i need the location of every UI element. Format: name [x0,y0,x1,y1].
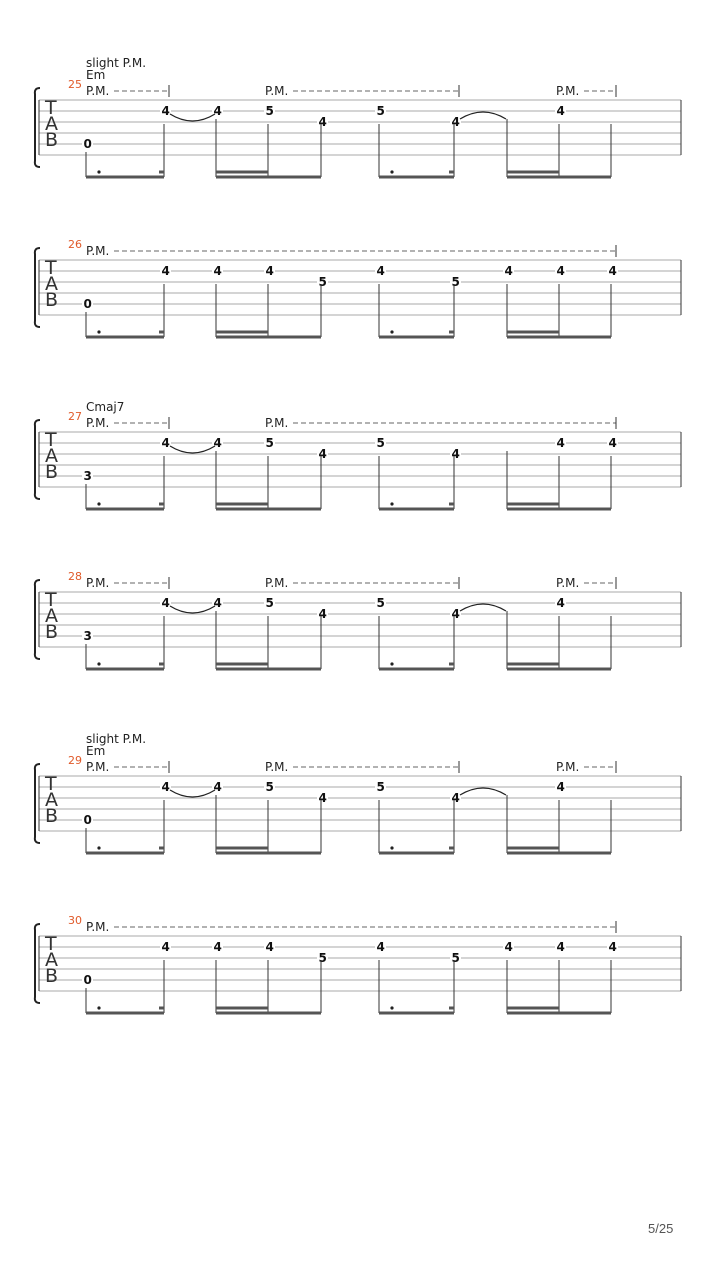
tie-arc [460,788,506,795]
tab-clef-letter: T [45,933,57,955]
fret-number: 4 [318,791,327,805]
fret-number: 4 [451,607,460,621]
measure-number: 30 [68,914,82,927]
fret-number: 4 [265,940,274,954]
fret-number: 4 [161,104,170,118]
fret-number: 4 [161,780,170,794]
fret-number: 4 [504,940,513,954]
rhythm-dot [390,502,393,505]
fret-number: 4 [213,940,222,954]
fret-number: 4 [451,115,460,129]
fret-number: 5 [318,275,327,289]
fret-number: 5 [376,104,385,118]
rhythm-dot [97,330,100,333]
palm-mute-label: P.M. [556,760,580,774]
rhythm-dot [390,662,393,665]
fret-number: 3 [83,629,92,643]
fret-number: 5 [451,951,460,965]
tab-clef-letter: A [45,949,58,971]
fret-number: 5 [265,104,274,118]
chord-name: Em [86,744,106,758]
fret-number: 4 [556,104,565,118]
fret-number: 4 [213,596,222,610]
palm-mute-label: P.M. [265,760,289,774]
slight-pm-marking: slight P.M. [86,56,147,70]
fret-number: 4 [213,104,222,118]
fret-number: 4 [556,264,565,278]
palm-mute-label: P.M. [556,576,580,590]
fret-number: 0 [83,137,92,151]
tab-clef-letter: A [45,445,58,467]
fret-number: 4 [213,780,222,794]
slight-pm-marking: slight P.M. [86,732,147,746]
fret-number: 4 [556,596,565,610]
palm-mute-label: P.M. [86,416,110,430]
measure-number: 25 [68,78,82,91]
rhythm-dot [390,846,393,849]
rhythm-dot [390,170,393,173]
palm-mute-label: P.M. [265,84,289,98]
fret-number: 4 [376,264,385,278]
fret-number: 4 [608,940,617,954]
palm-mute-label: P.M. [265,576,289,590]
palm-mute-label: P.M. [86,920,110,934]
measure-number: 27 [68,410,82,423]
fret-number: 4 [608,436,617,450]
measure-number: 29 [68,754,82,767]
fret-number: 4 [318,115,327,129]
fret-number: 4 [161,264,170,278]
fret-number: 5 [265,596,274,610]
fret-number: 4 [213,264,222,278]
fret-number: 4 [161,940,170,954]
chord-name: Em [86,68,106,82]
fret-number: 4 [504,264,513,278]
fret-number: 0 [83,973,92,987]
tie-arc [170,114,215,121]
rhythm-dot [390,1006,393,1009]
tie-arc [170,606,215,613]
tie-arc [460,604,506,611]
tab-clef-letter: B [45,129,59,151]
fret-number: 4 [213,436,222,450]
tab-clef-letter: B [45,805,59,827]
tie-arc [170,446,215,453]
fret-number: 4 [376,940,385,954]
tab-clef-letter: A [45,273,58,295]
fret-number: 4 [318,607,327,621]
tab-clef-letter: B [45,621,59,643]
palm-mute-label: P.M. [265,416,289,430]
palm-mute-label: P.M. [86,244,110,258]
fret-number: 3 [83,469,92,483]
fret-number: 0 [83,813,92,827]
rhythm-dot [390,330,393,333]
palm-mute-label: P.M. [86,84,110,98]
fret-number: 5 [318,951,327,965]
fret-number: 4 [161,436,170,450]
fret-number: 5 [265,436,274,450]
tie-arc [170,790,215,797]
fret-number: 5 [451,275,460,289]
rhythm-dot [97,502,100,505]
palm-mute-label: P.M. [86,576,110,590]
tab-clef-letter: A [45,605,58,627]
measure-number: 26 [68,238,82,251]
tie-arc [460,112,506,119]
tab-clef-letter: T [45,773,57,795]
tab-clef-letter: B [45,965,59,987]
fret-number: 5 [376,596,385,610]
chord-name: Cmaj7 [86,400,125,414]
rhythm-dot [97,170,100,173]
rhythm-dot [97,662,100,665]
tab-clef-letter: A [45,789,58,811]
tab-clef-letter: A [45,113,58,135]
fret-number: 5 [376,780,385,794]
palm-mute-label: P.M. [556,84,580,98]
fret-number: 4 [451,791,460,805]
fret-number: 0 [83,297,92,311]
tab-clef-letter: T [45,429,57,451]
rhythm-dot [97,846,100,849]
page-number: 5/25 [648,1221,674,1236]
fret-number: 4 [265,264,274,278]
fret-number: 4 [608,264,617,278]
palm-mute-label: P.M. [86,760,110,774]
fret-number: 4 [556,940,565,954]
fret-number: 5 [265,780,274,794]
fret-number: 4 [451,447,460,461]
fret-number: 4 [318,447,327,461]
tab-clef-letter: T [45,589,57,611]
tab-clef-letter: B [45,289,59,311]
fret-number: 4 [161,596,170,610]
fret-number: 4 [556,436,565,450]
tab-clef-letter: T [45,257,57,279]
tab-clef-letter: T [45,97,57,119]
fret-number: 5 [376,436,385,450]
rhythm-dot [97,1006,100,1009]
fret-number: 4 [556,780,565,794]
measure-number: 28 [68,570,82,583]
tab-clef-letter: B [45,461,59,483]
